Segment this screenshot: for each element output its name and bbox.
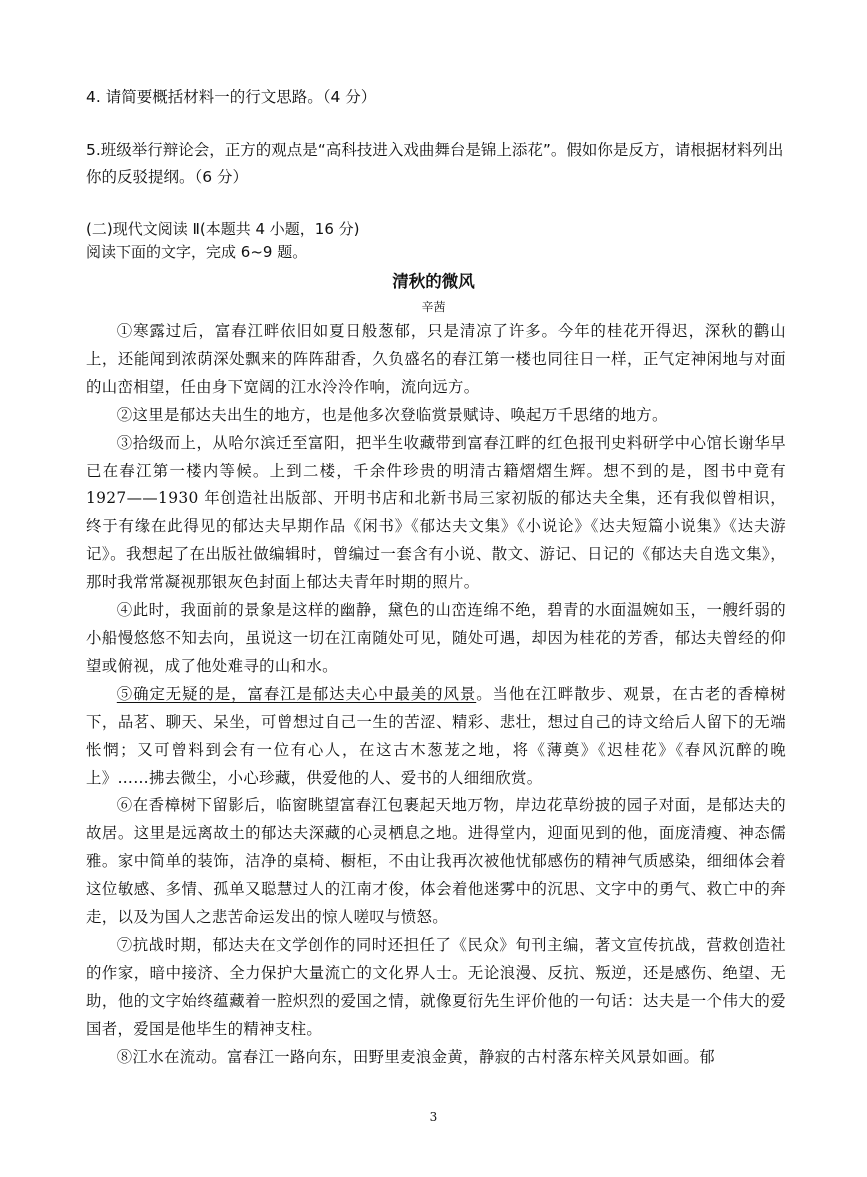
paragraph-8: ⑧江水在流动。富春江一路向东，田野里麦浪金黄，静寂的古村落东梓关风景如画。郁 <box>116 1047 715 1066</box>
paragraph-7: ⑦抗战时期，郁达夫在文学创作的同时还担任了《民众》旬刊主编，著文宣传抗战，营救创造社的作家，暗中接济、全力保护大量流亡的文化界人士。无论浪漫、反抗、叛逆，还是感伤、绝望、无助，他的文字始终蕴藏着一腔炽烈的爱国之情，就像夏衍先生评价他的一句话：达夫是一个伟大的爱国者，爱国是他毕生的精神支柱。 <box>86 935 786 1038</box>
article-title: 清秋的微风 <box>392 272 475 291</box>
paragraph-3: ③拾级而上，从哈尔滨迁至富阳，把半生收藏带到富春江畔的红色报刊史料研学中心馆长谢华早已在春江第一楼内等候。上到二楼，千余件珍贵的明清古籍熠熠生辉。想不到的是，图书中竟有 1927——1930 年创造社出版部、开明书店和北新书局三家初版的郁达夫全集，还有我似曾相识，终于有缘在此得见的郁达夫早期作品《闲书》《郁达夫文集》《小说论》《达夫短篇小说集》《达夫游记》。我想起了在出版社做编辑时，曾编过一套含有小说、散文、游记、日记的《郁达夫自选文集》，那时我常常凝视那银灰色封面上郁达夫青年时期的照片。 <box>86 433 786 592</box>
paragraph-2: ②这里是郁达夫出生的地方，也是他多次登临赏景赋诗、唤起万千思绪的地方。 <box>116 405 668 424</box>
page-number: 3 <box>429 1110 438 1124</box>
paragraph-5-rest: 。当他在江畔散步、观景，在古老的香樟树下，品茗、聊天、呆坐，可曾想过自己一生的苦涩、精彩、悲壮，想过自己的诗文给后人留下的无端怅惘；又可曾料到会有一位有心人，在这古木葱茏之地，将《薄奠》《迟桂花》《春风沉醉的晚上》……拂去微尘，小心珍藏，供爱他的人、爱书的人细细欣赏。 <box>86 684 786 787</box>
article-author: 辛茜 <box>421 300 446 314</box>
section-instruction: 阅读下面的文字，完成 6~9 题。 <box>86 243 308 261</box>
paragraph-1: ①寒露过后，富春江畔依旧如夏日般葱郁，只是清凉了许多。今年的桂花开得迟，深秋的鹳山上，还能闻到浓荫深处飘来的阵阵甜香，久负盛名的春江第一楼也同往日一样，正气定神闲地与对面的山峦相望，任由身下宽阔的江水泠泠作响，流向远方。 <box>86 322 786 396</box>
section-heading: (二)现代文阅读 Ⅱ(本题共 4 小题，16 分) <box>86 220 360 238</box>
paragraph-5 <box>86 681 786 793</box>
article-body <box>86 318 786 1071</box>
underlined-sentence: ⑤确定无疑的是，富春江是郁达夫心中最美的风景 <box>116 684 477 703</box>
question-4: 4. 请简要概括材料一的行文思路。（4 分） <box>86 88 377 106</box>
question-5: 5.班级举行辩论会，正方的观点是“高科技进入戏曲舞台是锦上添花”。假如你是反方，请根据材料列出你的反驳提纲。（6 分） <box>86 141 784 186</box>
paragraph-6: ⑥在香樟树下留影后，临窗眺望富春江包裹起天地万物，岸边花草纷披的园子对面，是郁达夫的故居。这里是远离故土的郁达夫深藏的心灵栖息之地。进得堂内，迎面见到的他，面庞清瘦、神态儒雅。家中简单的装饰，洁净的桌椅、橱柜，不由让我再次被他忧郁感伤的精神气质感染，细细体会着这位敏感、多情、孤单又聪慧过人的江南才俊，体会着他迷雾中的沉思、文字中的勇气、救亡中的奔走，以及为国人之悲苦命运发出的惊人嗟叹与愤怒。 <box>86 796 786 927</box>
paragraph-4: ④此时，我面前的景象是这样的幽静，黛色的山峦连绵不绝，碧青的水面温婉如玉，一艘纤弱的小船慢悠悠不知去向，虽说这一切在江南随处可见，随处可遇，却因为桂花的芳香，郁达夫曾经的仰望或俯视，成了他处难寻的山和水。 <box>86 601 786 675</box>
